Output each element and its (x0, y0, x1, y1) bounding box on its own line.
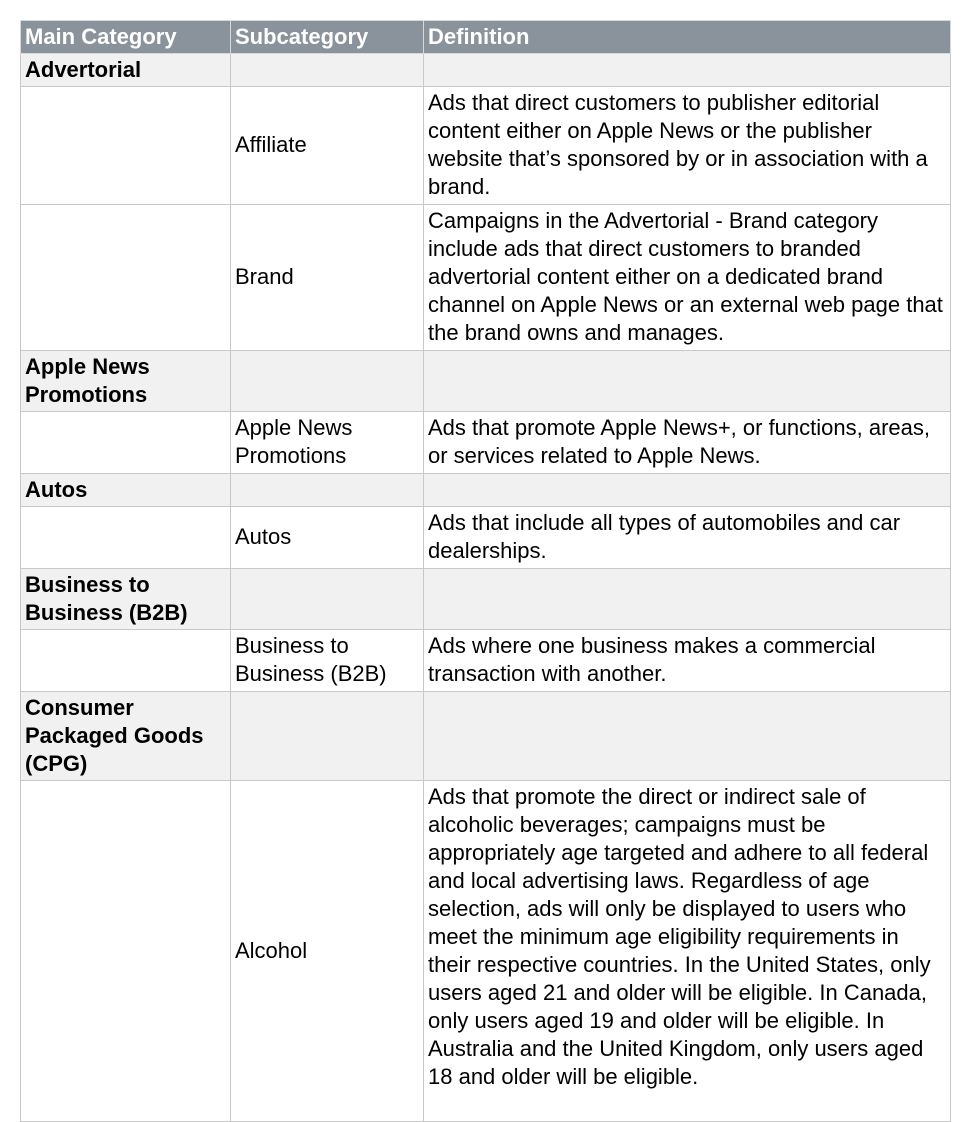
category-row (21, 692, 951, 781)
ad-category-table (20, 20, 951, 1122)
definition-cell (424, 474, 951, 507)
main-category-cell (21, 205, 231, 351)
subcategory-cell (231, 569, 424, 630)
subcategory-row (21, 87, 951, 205)
subcategory-row (21, 781, 951, 1122)
subcategory-cell: Brand (231, 205, 424, 351)
subcategory-cell: Business to Business (B2B) (231, 630, 424, 692)
header-main-category: Main Category (21, 21, 231, 54)
category-table-wrapper (20, 20, 950, 1122)
table-header-row (21, 21, 951, 54)
subcategory-cell (231, 351, 424, 412)
main-category-cell (21, 781, 231, 1122)
category-row (21, 569, 951, 630)
subcategory-row (21, 630, 951, 692)
definition-cell: Ads that include all types of automobiles and car dealerships. (424, 507, 951, 569)
category-row (21, 474, 951, 507)
definition-cell: Ads where one business makes a commercial transaction with another. (424, 630, 951, 692)
definition-cell (424, 569, 951, 630)
main-category-cell (21, 507, 231, 569)
category-row (21, 351, 951, 412)
main-category-cell: Business to Business (B2B) (21, 569, 231, 630)
subcategory-cell: Autos (231, 507, 424, 569)
header-definition: Definition (424, 21, 951, 54)
subcategory-cell (231, 692, 424, 781)
definition-cell: Ads that promote the direct or indirect sale of alcoholic beverages; campaigns must be appropriately age targeted and adhere to all federal and local advertising laws. Regardless of age selection, ads will only be displayed to users who meet the minimum age eligibility requirements in their respective countries. In the United States, only users aged 21 and older will be eligible. In Canada, only users aged 19 and older will be eligible. In Australia and the United Kingdom, only users aged 18 and older will be eligible. (424, 781, 951, 1122)
subcategory-cell: Alcohol (231, 781, 424, 1122)
subcategory-row (21, 205, 951, 351)
category-row (21, 54, 951, 87)
subcategory-cell: Affiliate (231, 87, 424, 205)
subcategory-cell: Apple News Promotions (231, 412, 424, 474)
definition-cell (424, 692, 951, 781)
definition-cell (424, 351, 951, 412)
header-subcategory: Subcategory (231, 21, 424, 54)
subcategory-cell (231, 474, 424, 507)
main-category-cell (21, 412, 231, 474)
subcategory-row (21, 412, 951, 474)
subcategory-cell (231, 54, 424, 87)
main-category-cell: Advertorial (21, 54, 231, 87)
main-category-cell: Autos (21, 474, 231, 507)
definition-cell: Ads that promote Apple News+, or functions, areas, or services related to Apple News. (424, 412, 951, 474)
definition-cell: Campaigns in the Advertorial - Brand category include ads that direct customers to branded advertorial content either on a dedicated brand channel on Apple News or an external web page that the brand owns and manages. (424, 205, 951, 351)
main-category-cell: Apple News Promotions (21, 351, 231, 412)
main-category-cell: Consumer Packaged Goods (CPG) (21, 692, 231, 781)
table-body (21, 54, 951, 1122)
definition-cell: Ads that direct customers to publisher editorial content either on Apple News or the publisher website that’s sponsored by or in association with a brand. (424, 87, 951, 205)
subcategory-row (21, 507, 951, 569)
definition-cell (424, 54, 951, 87)
main-category-cell (21, 87, 231, 205)
main-category-cell (21, 630, 231, 692)
